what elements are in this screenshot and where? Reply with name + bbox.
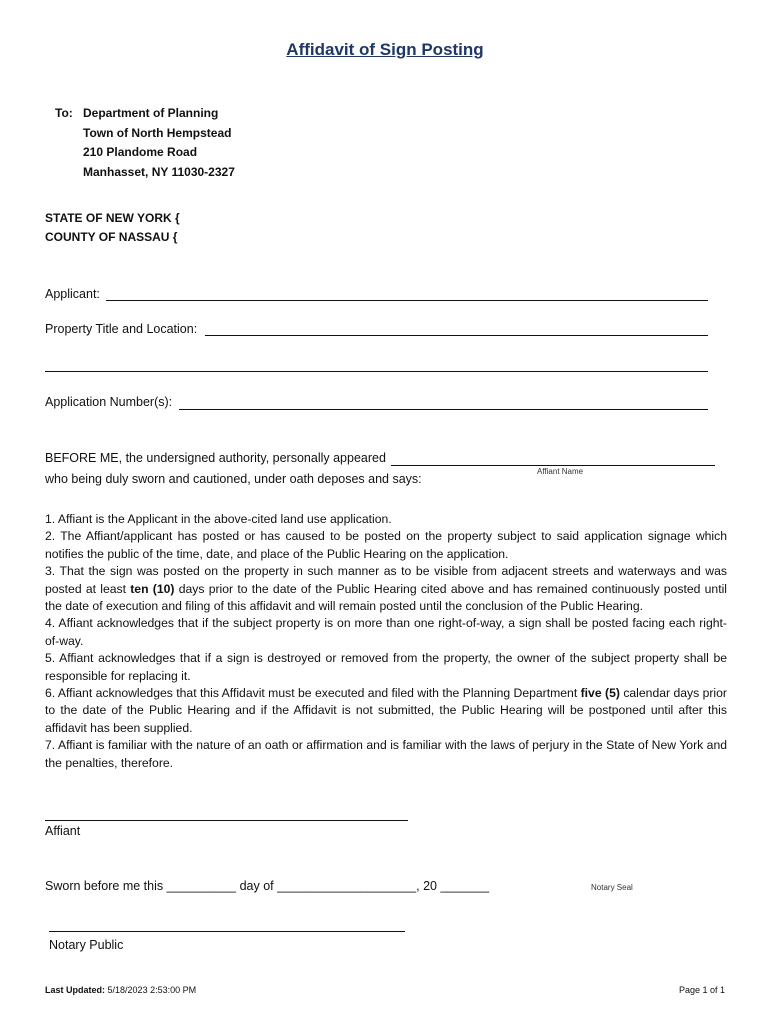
affiant-signature-line[interactable] bbox=[45, 820, 408, 821]
notary-signature-line[interactable] bbox=[49, 931, 405, 932]
applicant-label: Applicant: bbox=[45, 287, 100, 301]
clause-3 bbox=[45, 563, 727, 615]
venue-state: STATE OF NEW YORK { bbox=[45, 211, 180, 225]
venue-county: COUNTY OF NASSAU { bbox=[45, 230, 178, 244]
applicant-input[interactable] bbox=[106, 300, 708, 301]
clause-2: 2. The Affiant/applicant has posted or has caused to be posted on the property subject to said application signage which notifies the public of the time, date, and place of the Public Hearing on the application. bbox=[45, 529, 727, 561]
affiant-name-caption: Affiant Name bbox=[537, 467, 584, 476]
page-number: Page 1 of 1 bbox=[678, 985, 725, 995]
application-number-input[interactable] bbox=[179, 409, 708, 410]
recipient-line-city: Manhasset, NY 11030-2327 bbox=[83, 164, 235, 179]
to-label: To: bbox=[55, 106, 73, 120]
last-updated-value: 5/18/2023 2:53:00 PM bbox=[107, 985, 197, 995]
property-label: Property Title and Location: bbox=[45, 322, 198, 336]
property-input[interactable] bbox=[205, 335, 708, 336]
clause-5: 5. Affiant acknowledges that if a sign is destroyed or removed from the property, the owner of the subject property shall be responsible for replacing it. bbox=[45, 651, 727, 683]
property-input-continuation[interactable] bbox=[45, 371, 708, 372]
affiant-name-input[interactable] bbox=[391, 465, 715, 466]
affidavit-clauses bbox=[45, 511, 727, 772]
clause-4: 4. Affiant acknowledges that if the subject property is on more than one right-of-way, a sign shall be posted facing each right-of-way. bbox=[45, 616, 727, 648]
clause-3-part-a: 3. That the sign was posted on the property in such manner as to be visible from adjacent streets and waterways and was posted at least bbox=[45, 564, 727, 596]
sworn-before-line: Sworn before me this __________ day of ____________________, 20 _______ bbox=[45, 879, 490, 893]
notary-public-label: Notary Public bbox=[49, 938, 124, 952]
document-title: Affidavit of Sign Posting bbox=[286, 40, 484, 59]
clause-3-ten-days: ten (10) bbox=[130, 581, 175, 596]
clause-6-five-days: five (5) bbox=[580, 686, 620, 701]
sworn-statement: who being duly sworn and cautioned, under oath deposes and says: bbox=[45, 472, 422, 486]
last-updated bbox=[45, 985, 196, 995]
notary-seal-label: Notary Seal bbox=[591, 883, 633, 892]
last-updated-label: Last Updated: bbox=[45, 985, 106, 995]
recipient-line-town: Town of North Hempstead bbox=[83, 125, 232, 140]
clause-7: 7. Affiant is familiar with the nature of an oath or affirmation and is familiar with the laws of perjury in the State of New York and the penalties, therefore. bbox=[45, 738, 727, 770]
before-me-statement: BEFORE ME, the undersigned authority, personally appeared bbox=[45, 451, 386, 465]
clause-6-part-a: 6. Affiant acknowledges that this Affidavit must be executed and filed with the Planning Department bbox=[45, 686, 578, 701]
clause-1: 1. Affiant is the Applicant in the above-cited land use application. bbox=[45, 512, 392, 526]
clause-3-part-b: days prior to the date of the Public Hearing cited above and has remained continuously posted until the date of execution and filing of this affidavit and will remain posted until the conclusion of the Public Hearing. bbox=[45, 581, 727, 614]
recipient-address bbox=[83, 104, 235, 182]
affiant-label: Affiant bbox=[45, 824, 81, 838]
recipient-line-department: Department of Planning bbox=[83, 106, 219, 120]
clause-6-part-b: calendar days prior to the date of the Public Hearing and if the Affidavit is not submitted, the Public Hearing will be postponed until after this affidavit has been supplied. bbox=[45, 686, 727, 735]
recipient-line-street: 210 Plandome Road bbox=[83, 145, 198, 159]
venue-block bbox=[45, 209, 180, 247]
application-number-label: Application Number(s): bbox=[45, 395, 173, 409]
clause-6 bbox=[45, 685, 727, 737]
